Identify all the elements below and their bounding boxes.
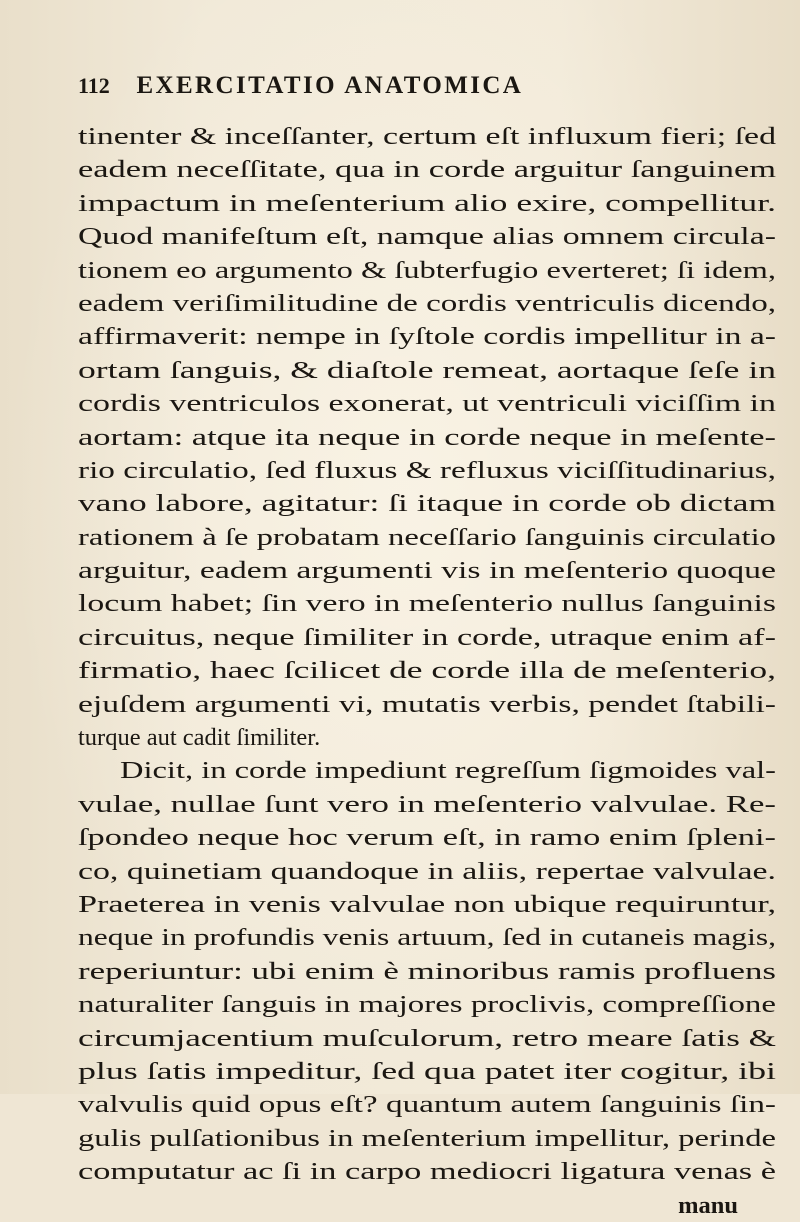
text-line: rio circulatio, ſed fluxus & refluxus viciſſitudinarius, bbox=[78, 456, 776, 484]
text-line: naturaliter ſanguis in majores proclivis, compreſſione bbox=[78, 991, 777, 1019]
text-line: circuitus, neque ſimiliter in corde, utraque enim af- bbox=[78, 623, 776, 651]
text-line: plus ſatis impeditur, ſed qua patet iter cogitur, ibi bbox=[78, 1057, 777, 1085]
text-line: tinenter & inceſſanter, certum eſt influxum fieri; ſed bbox=[78, 123, 776, 150]
text-line: vulae, nullae ſunt vero in meſenterio valvulae. Re- bbox=[78, 790, 777, 818]
text-line: valvulis quid opus eſt? quantum autem ſanguinis ſin- bbox=[78, 1091, 776, 1119]
catchword: manu bbox=[678, 1191, 738, 1219]
text-line: eadem neceſſitate, qua in corde arguitur ſanguinem bbox=[78, 156, 777, 184]
text-line: computatur ac ſi in carpo mediocri ligatura venas è bbox=[78, 1158, 777, 1186]
text-line: arguitur, eadem argumenti vis in meſenterio quoque bbox=[78, 557, 777, 585]
text-line: co, quinetiam quandoque in aliis, repertae valvulae. bbox=[78, 857, 777, 885]
text-line: turque aut cadit ſimiliter. bbox=[78, 724, 321, 752]
text-line: vano labore, agitatur: ſi itaque in corde ob dictam bbox=[78, 490, 777, 518]
text-line: impactum in meſenterium alio exire, compellitur. bbox=[78, 189, 776, 217]
text-line: neque in profundis venis artuum, ſed in cutaneis magis, bbox=[78, 924, 777, 952]
text-line: cordis ventriculos exonerat, ut ventriculi viciſſim in bbox=[78, 390, 776, 418]
text-line: Quod manifeſtum eſt, namque alias omnem circula- bbox=[78, 223, 776, 251]
text-line: ſpondeo neque hoc verum eſt, in ramo enim ſpleni- bbox=[78, 824, 776, 852]
text-line: ortam ſanguis, & diaſtole remeat, aortaque ſeſe in bbox=[78, 356, 777, 384]
text-line: locum habet; ſin vero in meſenterio nullus ſanguinis bbox=[78, 590, 776, 618]
text-line: rationem à ſe probatam neceſſario ſanguinis circulatio bbox=[78, 523, 777, 551]
running-head: EXERCITATIO ANATOMICA bbox=[136, 72, 524, 99]
text-line: affirmaverit: nempe in ſyſtole cordis impellitur in a- bbox=[78, 323, 776, 351]
text-line: circumjacentium muſculorum, retro meare ſatis & bbox=[78, 1024, 776, 1052]
page-number: 112 bbox=[78, 73, 110, 98]
text-line: gulis pulſationibus in meſenterium impellitur, perinde bbox=[78, 1124, 776, 1152]
text-line: firmatio, haec ſcilicet de corde illa de meſenterio, bbox=[78, 657, 776, 685]
text-line: Dicit, in corde impediunt regreſſum ſigmoides val- bbox=[120, 757, 777, 785]
text-line: aortam: atque ita neque in corde neque in meſente- bbox=[78, 423, 777, 451]
text-line: Praeterea in venis valvulae non ubique requiruntur, bbox=[78, 890, 776, 918]
text-line: eadem veriſimilitudine de cordis ventriculis dicendo, bbox=[78, 289, 777, 317]
text-line: ejuſdem argumenti vi, mutatis verbis, pendet ſtabili- bbox=[78, 690, 777, 718]
text-line: tionem eo argumento & ſubterfugio everteret; ſi idem, bbox=[78, 256, 777, 284]
page-header bbox=[78, 72, 778, 112]
text-line: reperiuntur: ubi enim è minoribus ramis profluens bbox=[78, 957, 777, 985]
body-text bbox=[78, 120, 778, 1219]
